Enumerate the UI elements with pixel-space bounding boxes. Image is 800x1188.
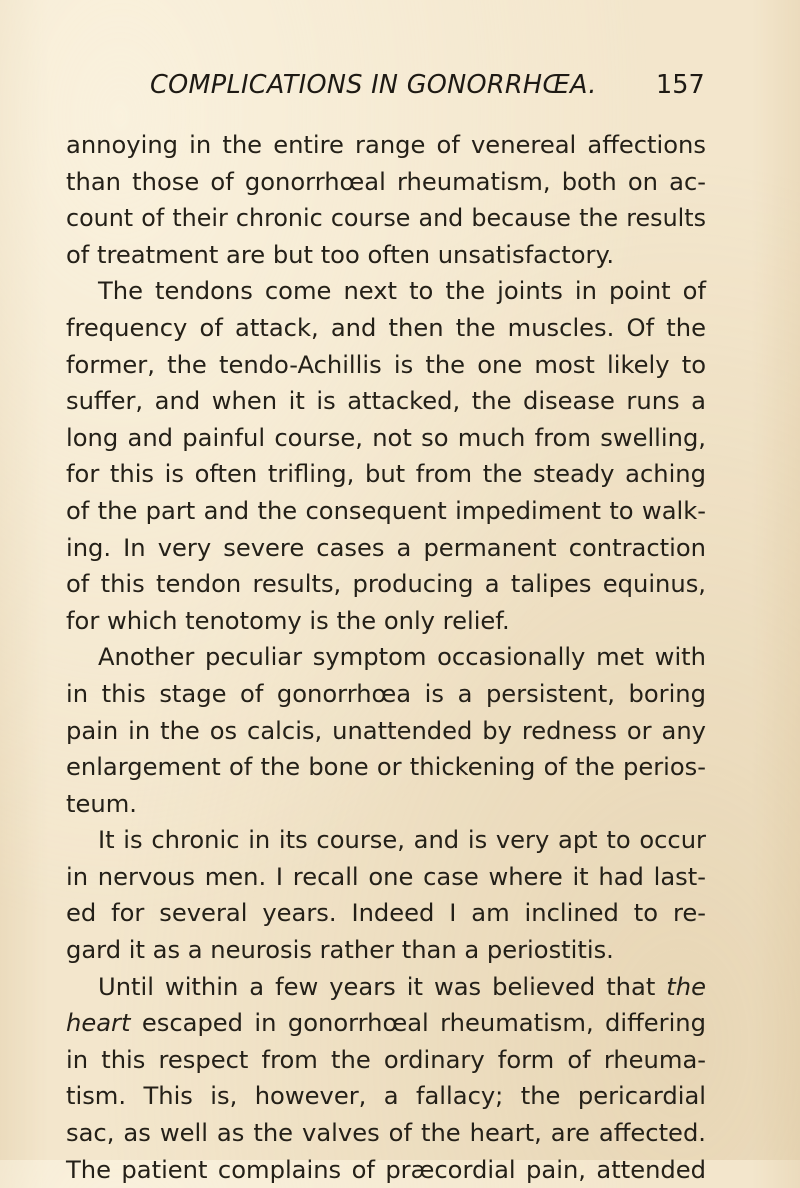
text-line: than those of gonorrhœal rheumatism, both on ac- (66, 167, 706, 196)
text-line: tism. This is, however, a fallacy; the pericardial (66, 1082, 706, 1111)
running-head (0, 70, 800, 110)
text-line: long and painful course, not so much from swelling, (66, 423, 706, 452)
text-line: frequency of attack, and then the muscles. Of the (66, 313, 706, 342)
text-line: count of their chronic course and because the results (66, 204, 706, 233)
page-number: 157 (656, 70, 705, 100)
text-line: for which tenotomy is the only relief. (66, 606, 510, 635)
body-text (66, 127, 706, 1188)
italic-text-run: the (666, 972, 706, 1001)
text-line: former, the tendo-Achillis is the one most likely to (66, 350, 706, 379)
text-line: The patient complains of præcordial pain, attended (66, 1155, 706, 1184)
text-line: gard it as a neurosis rather than a periostitis. (66, 936, 614, 965)
text-line: ed for several years. Indeed I am inclined to re- (66, 899, 706, 928)
text-line: pain in the os calcis, unattended by redness or any (66, 716, 706, 745)
italic-text-run: heart (66, 1009, 131, 1038)
text-line: enlargement of the bone or thickening of the perios- (66, 753, 706, 782)
text-line: in nervous men. I recall one case where it had last- (66, 862, 706, 891)
text-line: teum. (66, 789, 137, 818)
text-line: of treatment are but too often unsatisfactory. (66, 240, 615, 269)
text-line (66, 1005, 706, 1042)
text-line: It is chronic in its course, and is very apt to occur (98, 826, 706, 855)
text-line: suffer, and when it is attacked, the disease runs a (66, 387, 706, 416)
text-run: Until within a few years it was believed that (98, 972, 667, 1001)
text-line: of the part and the consequent impediment to walk- (66, 496, 706, 525)
text-line: annoying in the entire range of venereal affections (66, 131, 706, 159)
text-line: The tendons come next to the joints in point of (98, 277, 706, 306)
text-run: escaped in gonorrhœal rheumatism, differing (130, 1009, 706, 1038)
text-line: ing. In very severe cases a permanent contraction (66, 533, 706, 562)
text-line: in this stage of gonorrhœa is a persistent, boring (66, 679, 706, 708)
text-line: of this tendon results, producing a talipes equinus, (66, 570, 706, 599)
text-line: for this is often trifling, but from the steady aching (66, 460, 706, 489)
running-title: COMPLICATIONS IN GONORRHŒA. (150, 70, 597, 100)
text-line: in this respect from the ordinary form of rheuma- (66, 1045, 706, 1074)
text-line (66, 969, 706, 1006)
text-line: sac, as well as the valves of the heart, are affected. (66, 1119, 706, 1148)
text-line: Another peculiar symptom occasionally met with (98, 643, 706, 672)
